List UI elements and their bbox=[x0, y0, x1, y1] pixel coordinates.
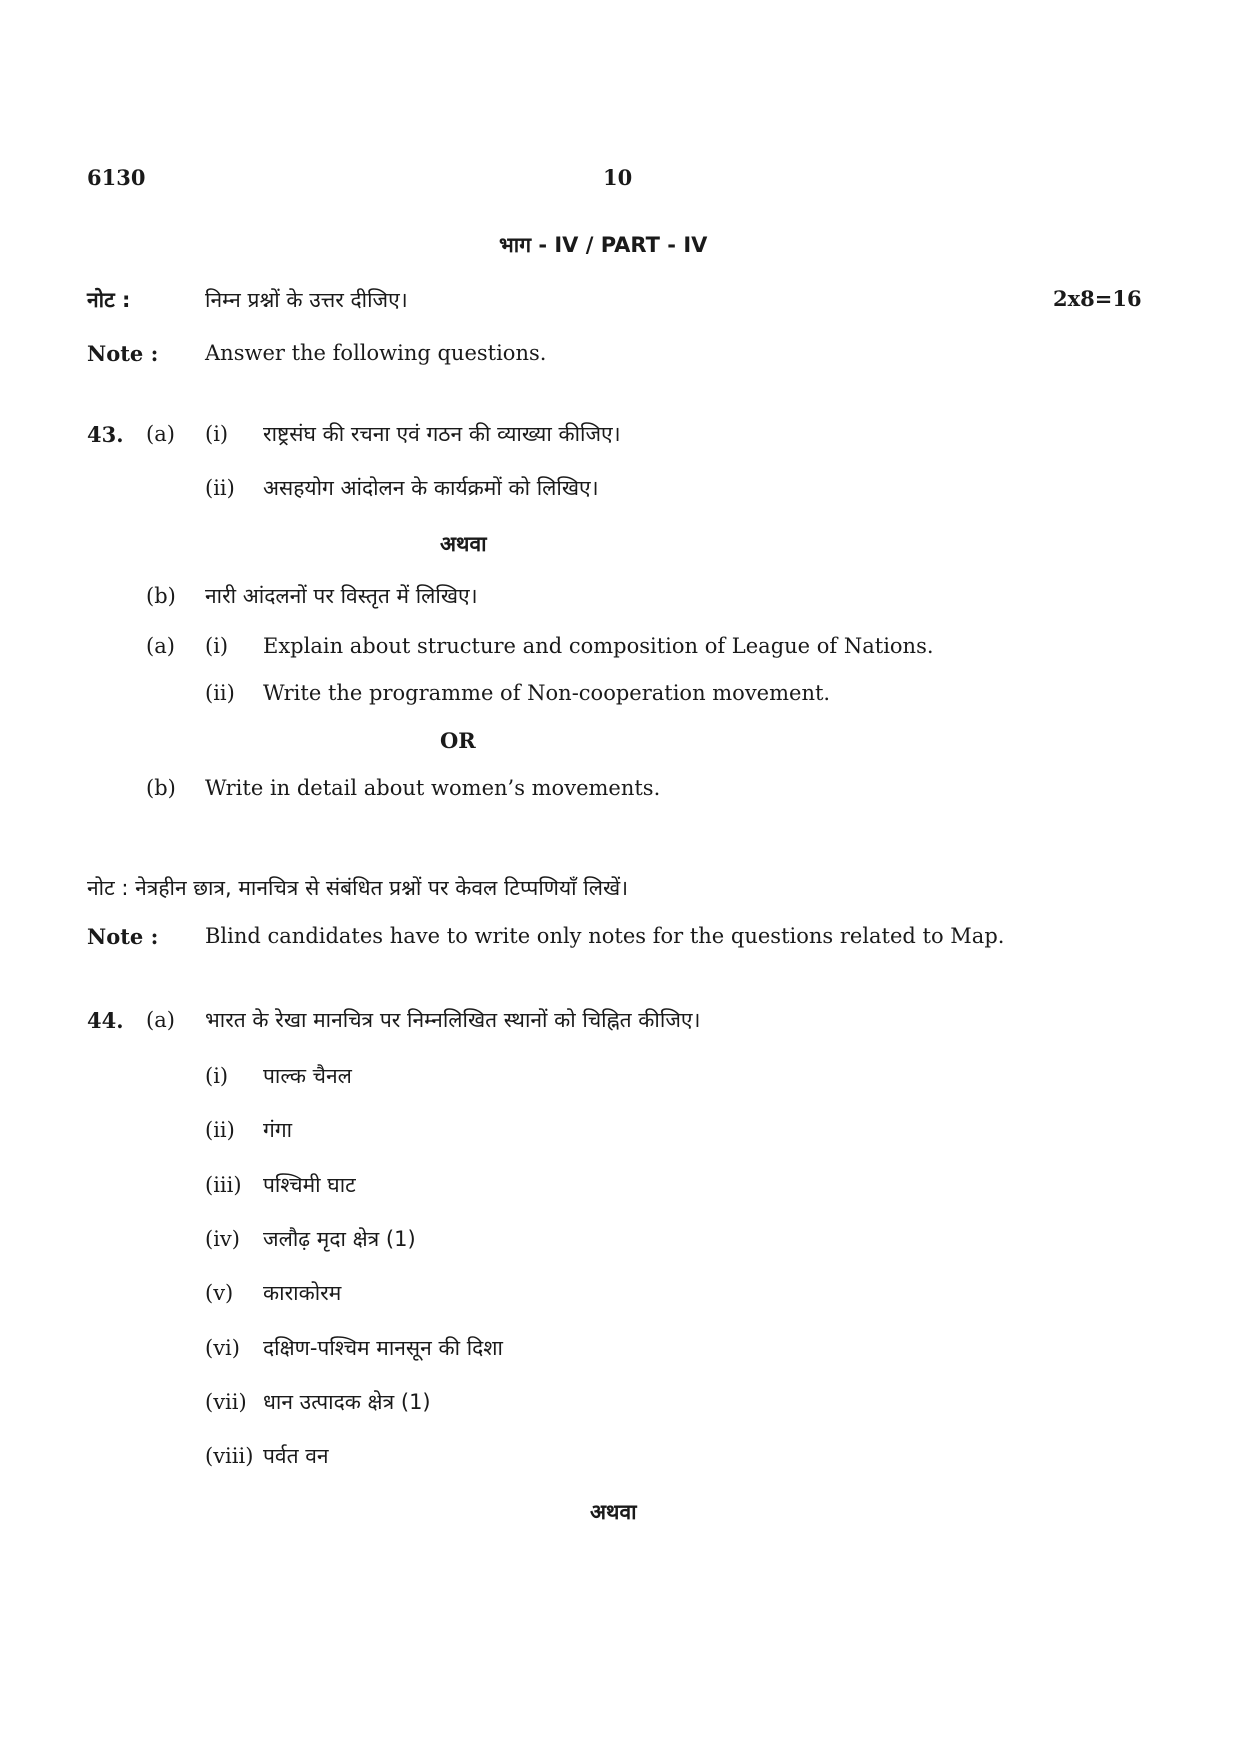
note-en-text: Answer the following questions. bbox=[205, 341, 547, 365]
q43-hi-b: नारी आंदलनों पर विस्तृत में लिखिए। bbox=[205, 584, 478, 608]
q43-hi-a-ii: असहयोग आंदोलन के कार्यक्रमों को लिखिए। bbox=[263, 476, 599, 500]
q43-en-a-ii: Write the programme of Non-cooperation movement. bbox=[263, 681, 831, 705]
question-43-number: 43. bbox=[87, 422, 124, 447]
question-44-number: 44. bbox=[87, 1008, 124, 1033]
q44-item-text: काराकोरम bbox=[263, 1281, 342, 1305]
q43-en-a-i: Explain about structure and composition of League of Nations. bbox=[263, 634, 934, 658]
q44-item-label: (iii) bbox=[205, 1173, 242, 1197]
paper-code: 6130 bbox=[87, 165, 146, 190]
marks-distribution: 2x8=16 bbox=[1053, 286, 1142, 311]
part-title: भाग - IV / PART - IV bbox=[499, 233, 708, 257]
q43-en-b: Write in detail about women’s movements. bbox=[205, 776, 661, 800]
blind-note-en-label: Note : bbox=[87, 924, 159, 949]
q43-en-ii-label: (ii) bbox=[205, 681, 235, 705]
q43-en-i-label: (i) bbox=[205, 634, 229, 658]
q44-or-hindi: अथवा bbox=[590, 1500, 637, 1524]
note-hi-label: नोट : bbox=[87, 288, 131, 312]
q44-item-text: जलौढ़ मृदा क्षेत्र (1) bbox=[263, 1227, 416, 1251]
q44-item-label: (ii) bbox=[205, 1118, 235, 1142]
q44-a-label: (a) bbox=[146, 1008, 175, 1032]
q44-item-text: पश्चिमी घाट bbox=[263, 1173, 356, 1197]
q44-item-label: (i) bbox=[205, 1064, 229, 1088]
page-number: 10 bbox=[603, 165, 633, 190]
blind-note-hindi: नोट : नेत्रहीन छात्र, मानचित्र से संबंधित प्रश्नों पर केवल टिप्पणियाँ लिखें। bbox=[87, 876, 629, 900]
q43-hi-a-i: राष्ट्रसंघ की रचना एवं गठन की व्याख्या कीजिए। bbox=[263, 422, 621, 446]
q44-item-label: (viii) bbox=[205, 1444, 254, 1468]
q44-intro: भारत के रेखा मानचित्र पर निम्नलिखित स्थानों को चिह्नित कीजिए। bbox=[205, 1008, 701, 1032]
blind-note-en-text: Blind candidates have to write only notes for the questions related to Map. bbox=[205, 924, 1005, 948]
q44-item-text: पाल्क चैनल bbox=[263, 1064, 352, 1088]
q43-ii-label: (ii) bbox=[205, 476, 235, 500]
q44-item-label: (vi) bbox=[205, 1336, 240, 1360]
q44-item-text: पर्वत वन bbox=[263, 1444, 329, 1468]
q44-item-text: दक्षिण-पश्चिम मानसून की दिशा bbox=[263, 1336, 503, 1360]
q44-item-label: (iv) bbox=[205, 1227, 240, 1251]
note-en-label: Note : bbox=[87, 341, 159, 366]
q43-i-label: (i) bbox=[205, 422, 229, 446]
q44-item-label: (vii) bbox=[205, 1390, 247, 1414]
q44-item-label: (v) bbox=[205, 1281, 234, 1305]
q43-or-english: OR bbox=[440, 728, 476, 753]
q43-en-a-label: (a) bbox=[146, 634, 175, 658]
q43-en-b-label: (b) bbox=[146, 776, 176, 800]
q43-b-label: (b) bbox=[146, 584, 176, 608]
q44-item-text: गंगा bbox=[263, 1118, 293, 1142]
note-hi-text: निम्न प्रश्नों के उत्तर दीजिए। bbox=[205, 288, 408, 312]
q43-a-label: (a) bbox=[146, 422, 175, 446]
q44-item-text: धान उत्पादक क्षेत्र (1) bbox=[263, 1390, 431, 1414]
q43-or-hindi: अथवा bbox=[440, 532, 487, 556]
